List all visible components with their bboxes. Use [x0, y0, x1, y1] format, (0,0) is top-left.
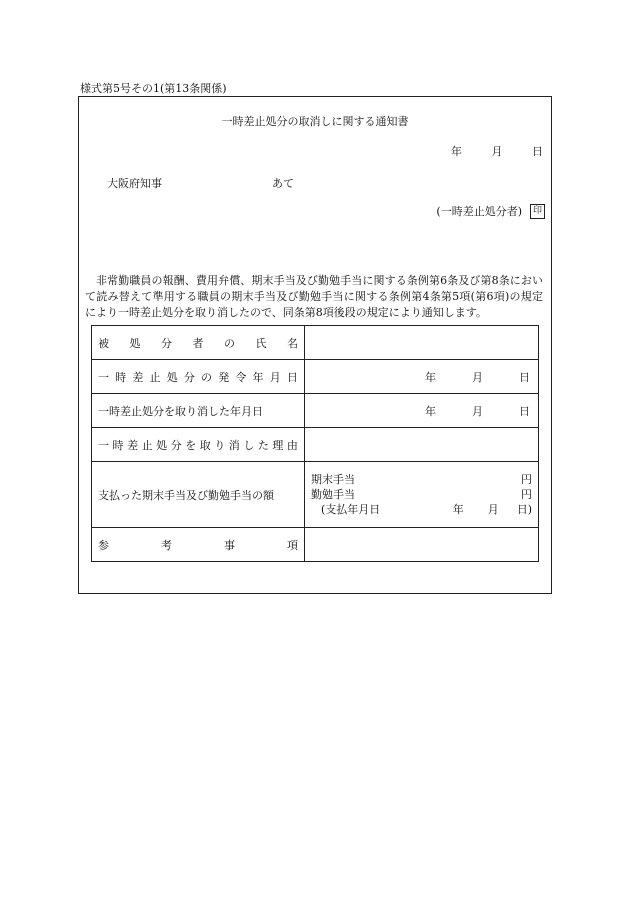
label-cancellation-reason: 一 時 差 止 処 分 を 取 り 消 し た 理 由	[92, 428, 305, 462]
pay-day: 日)	[516, 503, 532, 516]
seal-mark: 印	[530, 204, 545, 219]
addressee	[107, 175, 294, 191]
pay-date-label: (支払年月日	[321, 503, 381, 516]
form-number-label: 様式第5号その1(第13条関係)	[80, 82, 227, 95]
value-cancellation-date[interactable]: 年 月 日	[305, 394, 539, 428]
diligence-label: 勤勉手当	[311, 488, 355, 501]
pay-year: 年	[452, 503, 464, 516]
table-row	[92, 360, 539, 394]
notice-body: 非常勤職員の報酬、費用弁償、期末手当及び勤勉手当に関する条例第6条及び第8条において読み替えて準用する職員の期末手当及び勤勉手当に関する条例第4条第5項(第6項)の規定により一時差止処分を取り消したので、同条第8項後段の規定により通知します。	[85, 274, 543, 319]
table-row	[92, 394, 539, 428]
notice-table	[91, 325, 539, 562]
value-cancellation-reason[interactable]	[305, 428, 539, 462]
document-frame	[78, 96, 552, 594]
table-row	[92, 428, 539, 462]
value-paid-amount[interactable]	[305, 462, 539, 528]
table-row	[92, 528, 539, 562]
sender-label: (一時差止処分者)	[436, 205, 522, 218]
bonus-label: 期末手当	[311, 473, 355, 486]
issue-month: 月	[491, 145, 503, 158]
addressee-name: 大阪府知事	[107, 177, 162, 190]
diligence-yen: 円	[521, 488, 532, 501]
value-remarks[interactable]	[305, 528, 539, 562]
label-paid-amount: 支払った期末手当及び勤勉手当の額	[92, 462, 305, 528]
label-suspension-date: 一 時 差 止 処 分 の 発 令 年 月 日	[92, 360, 305, 394]
pay-month: 月	[487, 503, 499, 516]
issue-date	[425, 143, 543, 159]
label-target-name: 被 処 分 者 の 氏 名	[92, 326, 305, 360]
document-title: 一時差止処分の取消しに関する通知書	[221, 115, 409, 128]
value-target-name[interactable]	[305, 326, 539, 360]
table-row	[92, 326, 539, 360]
addressee-suffix: あて	[272, 177, 294, 190]
issue-day: 日	[532, 145, 543, 158]
value-suspension-date[interactable]: 年 月 日	[305, 360, 539, 394]
bonus-yen: 円	[521, 473, 532, 486]
label-remarks: 参 考 事 項	[92, 528, 305, 562]
table-row	[92, 462, 539, 528]
sender	[436, 203, 545, 219]
issue-year: 年	[451, 145, 462, 158]
label-cancellation-date: 一時差止処分を取り消した年月日	[92, 394, 305, 428]
